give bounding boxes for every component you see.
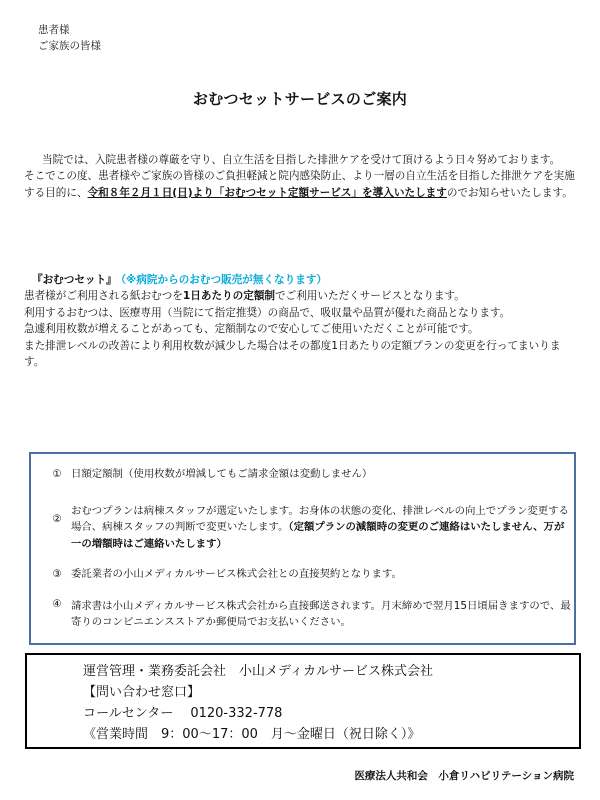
service-line-4: また排泄レベルの改善により利用枚数が減少した場合はその都度1日あたりの定額プランの変更を行ってまいります。	[24, 339, 561, 369]
contact-company: 運営管理・業務委託会社 小山メディカルサービス株式会社	[83, 664, 433, 679]
intro-paragraph-2	[24, 168, 580, 201]
addressee	[38, 22, 101, 54]
contact-window: 【問い合わせ窓口】	[83, 685, 201, 700]
service-line-2: 利用するおむつは、医療専用（当院にて指定推奨）の商品で、吸収量や品質が優れた商品となります。	[24, 306, 511, 319]
intro-start-date-emphasis: 令和８年２月１日(日)より「おむつセット定額サービス」を導入いたします	[87, 186, 447, 199]
terms-item-text	[71, 503, 571, 552]
terms-item-number: ③	[52, 568, 62, 580]
intro-p2-end: のでお知らせいたします。	[446, 186, 573, 199]
contact-call-center: コールセンター 0120-332-778	[83, 706, 283, 721]
addressee-patients: 患者様	[38, 24, 70, 36]
service-title: 『おむつセット』	[32, 274, 117, 286]
hospital-name: 医療法人共和会 小倉リハビリテーション病院	[354, 770, 574, 782]
intro-text	[24, 152, 580, 201]
contact-hours: 《営業時間 9：00～17：00 月～金曜日（祝日除く）》	[83, 727, 421, 742]
intro-paragraph-1: 当院では、入院患者様の尊厳を守り、自立生活を目指した排泄ケアを受けて頂けるよう日々努めております。	[42, 154, 561, 166]
terms-box	[29, 452, 576, 645]
terms-item-text: 請求書は小山メディカルサービス株式会社から直接郵送されます。月末締めで翌月15日頃届きますので、最寄りのコンビニエンスストアか郵便局でお支払いください。	[71, 600, 571, 629]
service-line-1-bold: 1日あたりの定額制	[182, 290, 276, 303]
terms-item-number: ②	[52, 513, 62, 525]
service-line-1	[24, 288, 580, 304]
service-line-1-end: でご利用いただくサービスとなります。	[275, 290, 465, 303]
service-line-3: 急遽利用枚数が増えることがあっても、定額制なので安心してご使用いただくことが可能です。	[24, 323, 479, 336]
terms-item-2-text: おむつプランは病棟スタッフが選定いたします。お身体の状態の変化、排泄レベルの向上でプラン変更する場合、病棟スタッフの判断で変更いたします。	[71, 505, 569, 534]
terms-item-text: 日額定額制（使用枚数が増減してもご請求金額は変動しません）	[71, 468, 373, 480]
intro-p2-start: そこでこの度、患者様やご家族の皆様のご負担軽減と院内感染防止、より一層の自立生活を目指した排泄ケアを実施する目的に、	[24, 170, 575, 199]
service-heading	[24, 272, 580, 288]
service-note: （※病院からのおむつ販売が無くなります）	[120, 274, 328, 286]
terms-item-2-bold: （定額プランの減額時の変更のご連絡はいたしません、万が一の増額時はご連絡いたします）	[71, 521, 565, 550]
service-description	[24, 272, 580, 370]
terms-item-number: ④	[52, 598, 62, 610]
terms-item-number: ①	[52, 468, 62, 480]
service-line-1-start: 患者様がご利用される紙おむつを	[24, 290, 183, 303]
addressee-families: ご家族の皆様	[38, 40, 101, 52]
contact-box	[25, 653, 581, 749]
terms-item-text: 委託業者の小山メディカルサービス株式会社との直接契約となります。	[71, 568, 402, 580]
page-title: おむつセットサービスのご案内	[192, 90, 408, 108]
